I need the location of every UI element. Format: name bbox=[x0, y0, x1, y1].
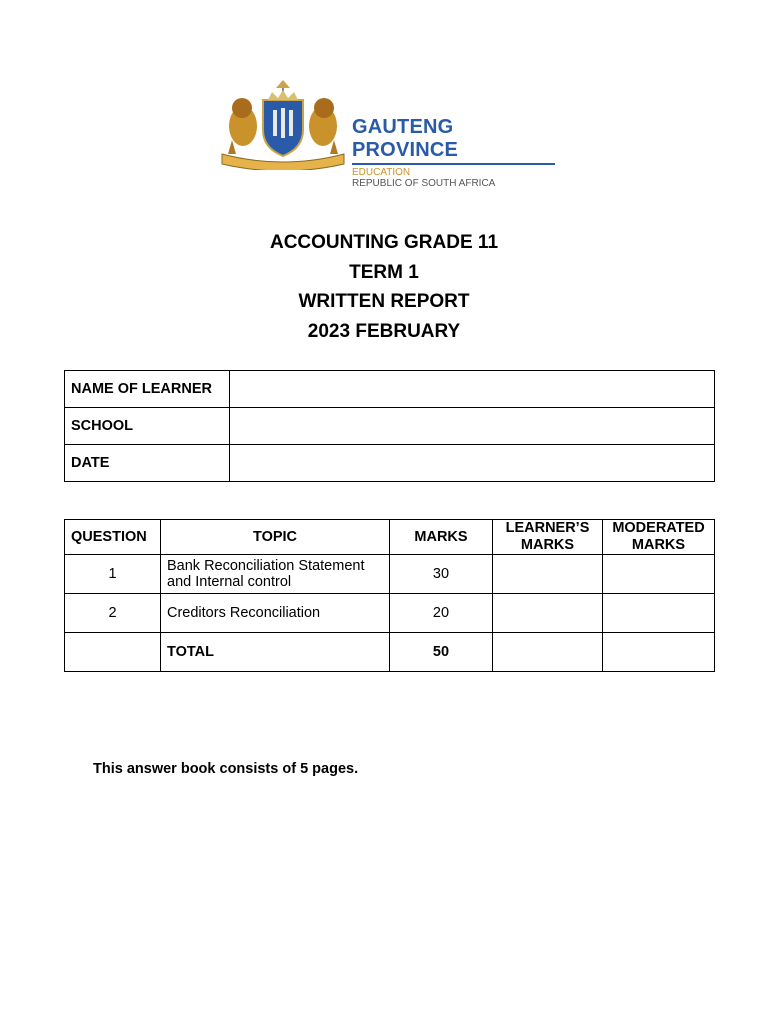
learner-info-table bbox=[64, 370, 715, 482]
moderated-marks-field[interactable] bbox=[603, 555, 715, 594]
learners-marks-field[interactable] bbox=[493, 555, 603, 594]
gauteng-logo bbox=[218, 78, 560, 189]
learners-total-field[interactable] bbox=[493, 633, 603, 672]
document-title-block bbox=[0, 228, 768, 346]
assessment-title: WRITTEN REPORT bbox=[298, 291, 470, 312]
header-question: QUESTION bbox=[65, 520, 161, 555]
question-marks: 30 bbox=[390, 555, 493, 594]
table-row bbox=[65, 594, 715, 633]
coat-of-arms-icon bbox=[218, 78, 348, 170]
logo-subtitle-education: EDUCATION bbox=[352, 167, 411, 178]
table-row bbox=[65, 555, 715, 594]
learners-marks-field[interactable] bbox=[493, 594, 603, 633]
logo-title: GAUTENG PROVINCE bbox=[352, 116, 459, 161]
header-topic: TOPIC bbox=[161, 520, 390, 555]
question-number: 2 bbox=[65, 594, 161, 633]
logo-underline bbox=[352, 163, 555, 165]
question-topic: Bank Reconciliation Statement and Internal control bbox=[161, 555, 390, 594]
date-field[interactable] bbox=[230, 445, 715, 482]
header-learners-marks: LEARNER’S MARKS bbox=[493, 520, 603, 555]
table-row bbox=[65, 408, 715, 445]
marks-table bbox=[64, 519, 715, 672]
total-empty-cell bbox=[65, 633, 161, 672]
total-label: TOTAL bbox=[161, 633, 390, 672]
logo-subtitle-country: REPUBLIC OF SOUTH AFRICA bbox=[352, 178, 496, 189]
date-title: 2023 FEBRUARY bbox=[307, 320, 461, 342]
header-moderated-marks: MODERATED MARKS bbox=[603, 520, 715, 555]
question-number: 1 bbox=[65, 555, 161, 594]
table-row bbox=[65, 445, 715, 482]
moderated-marks-field[interactable] bbox=[603, 594, 715, 633]
school-field[interactable] bbox=[230, 408, 715, 445]
name-of-learner-label: NAME OF LEARNER bbox=[65, 371, 230, 408]
date-label: DATE bbox=[65, 445, 230, 482]
question-topic: Creditors Reconciliation bbox=[161, 594, 390, 633]
school-label: SCHOOL bbox=[65, 408, 230, 445]
total-marks: 50 bbox=[390, 633, 493, 672]
total-row bbox=[65, 633, 715, 672]
header-marks: MARKS bbox=[390, 520, 493, 555]
table-row bbox=[65, 371, 715, 408]
name-of-learner-field[interactable] bbox=[230, 371, 715, 408]
subject-title: ACCOUNTING GRADE 11 bbox=[269, 232, 499, 253]
moderated-total-field[interactable] bbox=[603, 633, 715, 672]
term-title: TERM 1 bbox=[349, 261, 419, 283]
table-header-row bbox=[65, 520, 715, 555]
page-count-note: This answer book consists of 5 pages. bbox=[93, 761, 359, 777]
question-marks: 20 bbox=[390, 594, 493, 633]
